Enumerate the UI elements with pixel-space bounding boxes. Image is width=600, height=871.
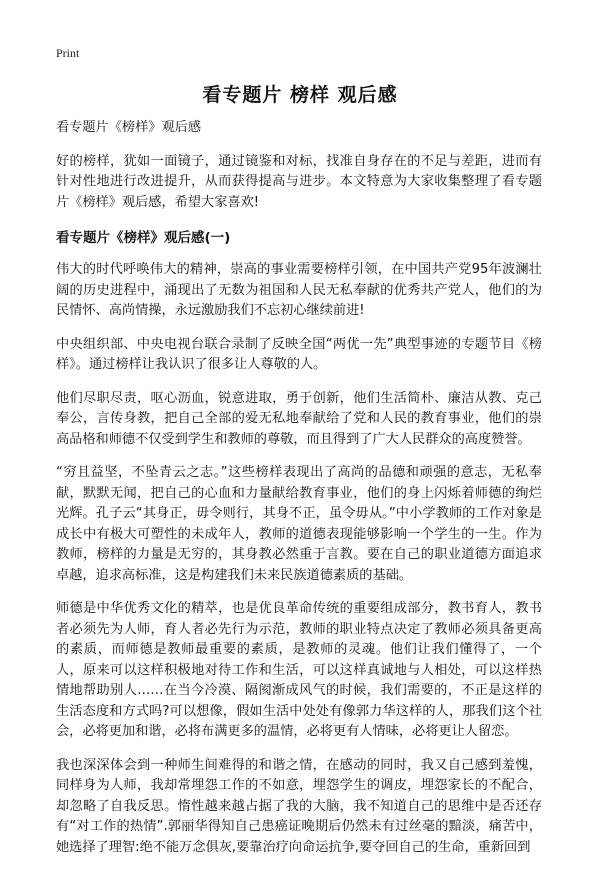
body-paragraph: “穷且益坚，不坠青云之志。”这些榜样表现出了高尚的品德和顽强的意志，无私奉献，默默无闻，把自己的心血和力量献给教育事业，他们的身上闪烁着师德的绚烂光辉。孔子云“其身正，毋令则行，其身不正，虽令毋从。”中小学教师的工作对象是成长中有极大可塑性的未成年人，教师的道德表现能够影响一个学生的一生。作为教师，榜样的力量是无穷的，其身教必然重于言教。要在自己的职业道德方面追求卓越，追求高标准，这是构建我们未来民族道德素质的基础。 (56, 465, 542, 583)
intro-paragraph: 好的榜样，犹如一面镜子，通过镜鉴和对标，找准自身存在的不足与差距，进而有针对性地进行改进提升，从而获得提高与进步。本文特意为大家收集整理了看专题片《榜样》观后感，希望大家喜欢! (56, 153, 542, 210)
body-paragraph: 我也深深体会到一种师生间难得的和谐之情，在感动的同时，我又自己感到羞愧，同样身为人师，我却常埋怨工作的不如意，埋怨学生的调皮，埋怨家长的不配合，却忽略了自我反思。惰性越来越占据了我的大脑，我不知道自己的思维中是否还存有“对工作的热情”.郭丽华得知自己患癌证晚期后仍然未有过丝毫的黯淡，痛苦中，她选择了理智:绝不能万念俱灰,要靠治疗向命运抗争,要夺回自己的生命，重新回到 (56, 757, 542, 855)
page-title: 看专题片 榜样 观后感 (202, 84, 398, 106)
article-body (56, 118, 542, 871)
body-paragraph: 伟大的时代呼唤伟大的精神，崇高的事业需要榜样引领，在中国共产党95年波澜壮阔的历史进程中，涌现出了无数为祖国和人民无私奉献的优秀共产党人，他们的为民情怀、高尚情操，永远激励我们不忘初心继续前进! (56, 262, 542, 318)
print-link[interactable]: Print (56, 46, 80, 60)
section-heading: 看专题片《榜样》观后感(一) (56, 230, 231, 246)
body-paragraph: 师德是中华优秀文化的精萃，也是优良革命传统的重要组成部分，教书育人，教书者必须先为人师，育人者必先行为示范，教师的职业特点决定了教师必须具备更高的素质，而师德是教师最重要的素质，是教师的灵魂。他们让我们懂得了，一个人，原来可以这样积极地对待工作和生活，可以这样真诚地与人相处，可以这样热情地帮助别人……在当今冷漠、隔阂渐成风气的时候，我们需要的，不正是这样的生活态度和方式吗?可以想像，假如生活中处处有像郭力华这样的人，那我们这个社会，必将更加和谐，必将布满更多的温情，必将更有人情味，必将更让人留恋。 (56, 601, 542, 739)
body-paragraph: 中央组织部、中央电视台联合录制了反映全国“两优一先”典型事迹的专题节目《榜样》。通过榜样让我认识了很多让人尊敬的人。 (56, 336, 542, 372)
article-subtitle: 看专题片《榜样》观后感 (56, 120, 202, 135)
body-paragraph: 他们尽职尽责，呕心沥血，锐意进取，勇于创新，他们生活简朴、廉洁从教、克己奉公，言传身教，把自己全部的爱无私地奉献给了党和人民的教育事业，他们的崇高品格和师德不仅受到学生和教师的尊敬，而且得到了广大人民群众的高度赞誉。 (56, 390, 542, 447)
